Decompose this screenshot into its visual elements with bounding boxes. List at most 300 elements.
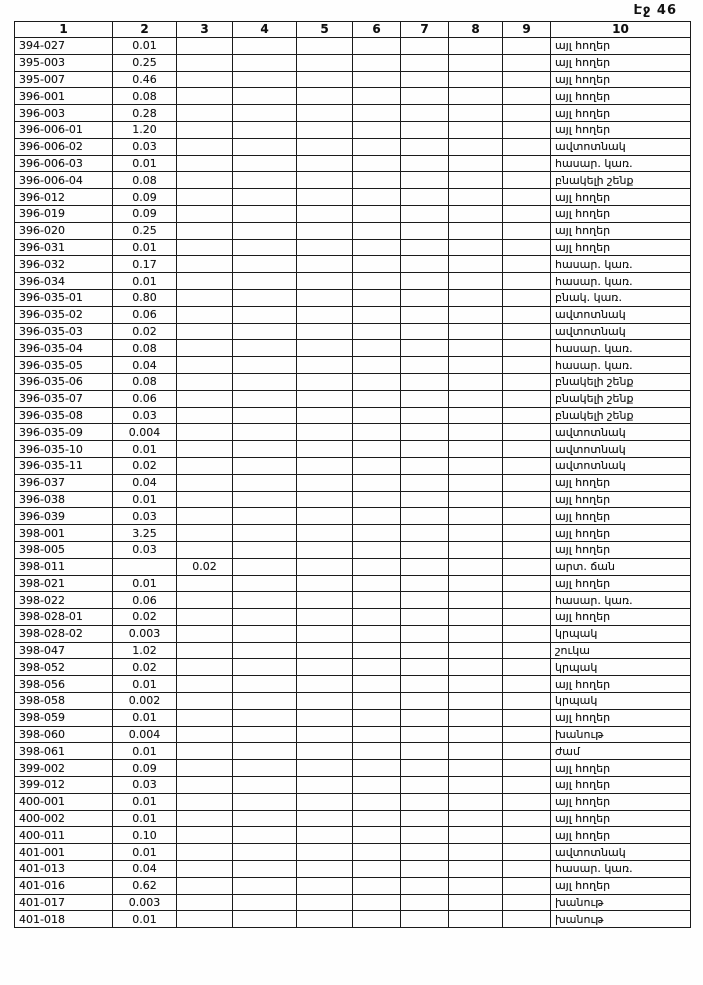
value-cell-col3 <box>177 777 233 794</box>
value-cell-col4 <box>233 38 297 55</box>
parcel-code-cell: 396-035-09 <box>15 424 113 441</box>
table-row <box>15 138 691 155</box>
value-cell-col7 <box>401 877 449 894</box>
parcel-code-cell: 396-019 <box>15 205 113 222</box>
value-cell-col5 <box>297 306 353 323</box>
value-cell-col5 <box>297 877 353 894</box>
value-cell-col9 <box>503 424 551 441</box>
value-cell-col2: 0.09 <box>113 760 177 777</box>
value-cell-col3 <box>177 424 233 441</box>
value-cell-col2: 0.09 <box>113 205 177 222</box>
value-cell-col7 <box>401 441 449 458</box>
table-row <box>15 474 691 491</box>
parcel-code-cell: 396-039 <box>15 508 113 525</box>
value-cell-col6 <box>353 239 401 256</box>
value-cell-col7 <box>401 575 449 592</box>
value-cell-col3 <box>177 373 233 390</box>
value-cell-col3 <box>177 726 233 743</box>
value-cell-col7 <box>401 726 449 743</box>
value-cell-col3 <box>177 659 233 676</box>
value-cell-col3 <box>177 793 233 810</box>
value-cell-col9 <box>503 222 551 239</box>
value-cell-col2: 0.25 <box>113 222 177 239</box>
value-cell-col6 <box>353 54 401 71</box>
table-row <box>15 827 691 844</box>
value-cell-col4 <box>233 659 297 676</box>
parcel-code-cell: 396-006-03 <box>15 155 113 172</box>
value-cell-col8 <box>449 810 503 827</box>
value-cell-col6 <box>353 222 401 239</box>
value-cell-col6 <box>353 525 401 542</box>
value-cell-col6 <box>353 121 401 138</box>
parcel-code-cell: 396-034 <box>15 273 113 290</box>
parcel-code-cell: 395-007 <box>15 71 113 88</box>
value-cell-col9 <box>503 357 551 374</box>
value-cell-col5 <box>297 474 353 491</box>
value-cell-col3 <box>177 390 233 407</box>
value-cell-col8 <box>449 323 503 340</box>
value-cell-col5 <box>297 810 353 827</box>
table-row <box>15 407 691 424</box>
table-row <box>15 777 691 794</box>
value-cell-col4 <box>233 609 297 626</box>
value-cell-col2: 1.02 <box>113 642 177 659</box>
value-cell-col4 <box>233 407 297 424</box>
value-cell-col8 <box>449 441 503 458</box>
table-body <box>15 38 691 928</box>
value-cell-col2: 0.08 <box>113 340 177 357</box>
value-cell-col7 <box>401 609 449 626</box>
value-cell-col5 <box>297 525 353 542</box>
value-cell-col2: 0.03 <box>113 541 177 558</box>
value-cell-col5 <box>297 155 353 172</box>
value-cell-col4 <box>233 693 297 710</box>
parcel-code-cell: 394-027 <box>15 38 113 55</box>
value-cell-col5 <box>297 861 353 878</box>
parcel-code-cell: 398-056 <box>15 676 113 693</box>
value-cell-col5 <box>297 407 353 424</box>
value-cell-col8 <box>449 105 503 122</box>
value-cell-col2: 0.01 <box>113 575 177 592</box>
table-row <box>15 676 691 693</box>
value-cell-col4 <box>233 105 297 122</box>
value-cell-col6 <box>353 659 401 676</box>
value-cell-col8 <box>449 121 503 138</box>
parcel-code-cell: 396-035-11 <box>15 457 113 474</box>
value-cell-col6 <box>353 911 401 928</box>
value-cell-col9 <box>503 155 551 172</box>
value-cell-col9 <box>503 71 551 88</box>
column-header-10: 10 <box>551 22 691 38</box>
land-use-cell: խանութ <box>551 894 691 911</box>
value-cell-col5 <box>297 390 353 407</box>
value-cell-col4 <box>233 877 297 894</box>
value-cell-col2: 0.06 <box>113 306 177 323</box>
parcel-code-cell: 396-035-05 <box>15 357 113 374</box>
value-cell-col6 <box>353 407 401 424</box>
parcel-code-cell: 400-011 <box>15 827 113 844</box>
land-use-cell: այլ հողեր <box>551 709 691 726</box>
table-row <box>15 642 691 659</box>
land-use-cell: կրպակ <box>551 625 691 642</box>
value-cell-col7 <box>401 155 449 172</box>
value-cell-col9 <box>503 558 551 575</box>
value-cell-col5 <box>297 239 353 256</box>
value-cell-col3 <box>177 323 233 340</box>
value-cell-col7 <box>401 289 449 306</box>
parcel-code-cell: 398-011 <box>15 558 113 575</box>
value-cell-col4 <box>233 810 297 827</box>
value-cell-col9 <box>503 793 551 810</box>
value-cell-col4 <box>233 373 297 390</box>
value-cell-col3 <box>177 642 233 659</box>
value-cell-col9 <box>503 693 551 710</box>
value-cell-col4 <box>233 121 297 138</box>
land-use-cell: ավտոտնակ <box>551 441 691 458</box>
land-use-cell: հասար. կառ. <box>551 340 691 357</box>
value-cell-col9 <box>503 508 551 525</box>
page-number-label: Էջ 46 <box>633 3 677 18</box>
value-cell-col6 <box>353 541 401 558</box>
value-cell-col6 <box>353 726 401 743</box>
land-use-cell: բնակելի շենք <box>551 407 691 424</box>
land-use-cell: այլ հողեր <box>551 760 691 777</box>
value-cell-col5 <box>297 844 353 861</box>
value-cell-col2: 0.08 <box>113 88 177 105</box>
value-cell-col4 <box>233 138 297 155</box>
value-cell-col8 <box>449 894 503 911</box>
value-cell-col7 <box>401 172 449 189</box>
value-cell-col5 <box>297 357 353 374</box>
value-cell-col8 <box>449 306 503 323</box>
land-use-cell: այլ հողեր <box>551 491 691 508</box>
value-cell-col6 <box>353 793 401 810</box>
value-cell-col9 <box>503 54 551 71</box>
value-cell-col3 <box>177 625 233 642</box>
value-cell-col5 <box>297 273 353 290</box>
value-cell-col8 <box>449 911 503 928</box>
value-cell-col8 <box>449 709 503 726</box>
value-cell-col6 <box>353 777 401 794</box>
table-header-row <box>15 22 691 38</box>
value-cell-col4 <box>233 289 297 306</box>
value-cell-col7 <box>401 625 449 642</box>
value-cell-col6 <box>353 592 401 609</box>
column-header-6: 6 <box>353 22 401 38</box>
value-cell-col4 <box>233 894 297 911</box>
value-cell-col4 <box>233 575 297 592</box>
table-row <box>15 54 691 71</box>
table-row <box>15 105 691 122</box>
value-cell-col7 <box>401 659 449 676</box>
parcel-code-cell: 396-003 <box>15 105 113 122</box>
value-cell-col6 <box>353 676 401 693</box>
land-use-cell: հասար. կառ. <box>551 357 691 374</box>
value-cell-col5 <box>297 457 353 474</box>
table-row <box>15 71 691 88</box>
value-cell-col7 <box>401 424 449 441</box>
value-cell-col5 <box>297 323 353 340</box>
value-cell-col8 <box>449 424 503 441</box>
value-cell-col7 <box>401 541 449 558</box>
land-use-cell: հասար. կառ. <box>551 256 691 273</box>
value-cell-col7 <box>401 844 449 861</box>
value-cell-col9 <box>503 911 551 928</box>
value-cell-col8 <box>449 138 503 155</box>
parcel-code-cell: 398-028-02 <box>15 625 113 642</box>
value-cell-col6 <box>353 38 401 55</box>
land-use-cell: այլ հողեր <box>551 189 691 206</box>
value-cell-col3 <box>177 525 233 542</box>
value-cell-col3 <box>177 592 233 609</box>
value-cell-col9 <box>503 743 551 760</box>
value-cell-col7 <box>401 760 449 777</box>
value-cell-col7 <box>401 390 449 407</box>
table-row <box>15 709 691 726</box>
value-cell-col3 <box>177 121 233 138</box>
value-cell-col7 <box>401 592 449 609</box>
value-cell-col4 <box>233 172 297 189</box>
value-cell-col2: 0.01 <box>113 810 177 827</box>
table-row <box>15 289 691 306</box>
land-use-cell: ավտոտնակ <box>551 306 691 323</box>
value-cell-col9 <box>503 289 551 306</box>
value-cell-col9 <box>503 541 551 558</box>
value-cell-col5 <box>297 676 353 693</box>
table-row <box>15 726 691 743</box>
value-cell-col5 <box>297 793 353 810</box>
value-cell-col9 <box>503 457 551 474</box>
parcel-code-cell: 396-006-02 <box>15 138 113 155</box>
table-row <box>15 38 691 55</box>
value-cell-col8 <box>449 155 503 172</box>
value-cell-col3 <box>177 88 233 105</box>
parcel-code-cell: 399-012 <box>15 777 113 794</box>
land-use-cell: այլ հողեր <box>551 105 691 122</box>
column-header-5: 5 <box>297 22 353 38</box>
parcel-code-cell: 398-022 <box>15 592 113 609</box>
parcel-code-cell: 401-001 <box>15 844 113 861</box>
value-cell-col2: 3.25 <box>113 525 177 542</box>
value-cell-col5 <box>297 508 353 525</box>
table-row <box>15 457 691 474</box>
value-cell-col2: 0.03 <box>113 777 177 794</box>
table-row <box>15 205 691 222</box>
value-cell-col9 <box>503 441 551 458</box>
value-cell-col9 <box>503 239 551 256</box>
value-cell-col8 <box>449 373 503 390</box>
value-cell-col3 <box>177 491 233 508</box>
value-cell-col5 <box>297 88 353 105</box>
value-cell-col6 <box>353 474 401 491</box>
value-cell-col3 <box>177 155 233 172</box>
land-use-cell: հասար. կառ. <box>551 273 691 290</box>
value-cell-col2: 0.01 <box>113 38 177 55</box>
value-cell-col2: 0.01 <box>113 676 177 693</box>
value-cell-col5 <box>297 625 353 642</box>
value-cell-col5 <box>297 256 353 273</box>
value-cell-col9 <box>503 121 551 138</box>
table-row <box>15 541 691 558</box>
parcel-code-cell: 396-035-07 <box>15 390 113 407</box>
value-cell-col9 <box>503 575 551 592</box>
value-cell-col6 <box>353 289 401 306</box>
cadastre-data-table <box>14 21 691 928</box>
table-row <box>15 894 691 911</box>
value-cell-col7 <box>401 340 449 357</box>
value-cell-col7 <box>401 373 449 390</box>
table-row <box>15 491 691 508</box>
land-use-cell: այլ հողեր <box>551 88 691 105</box>
value-cell-col9 <box>503 373 551 390</box>
value-cell-col2: 0.02 <box>113 323 177 340</box>
table-row <box>15 659 691 676</box>
value-cell-col2: 0.02 <box>113 609 177 626</box>
land-use-cell: այլ հողեր <box>551 474 691 491</box>
value-cell-col9 <box>503 726 551 743</box>
value-cell-col3 <box>177 911 233 928</box>
value-cell-col6 <box>353 827 401 844</box>
value-cell-col2: 0.03 <box>113 508 177 525</box>
parcel-code-cell: 396-006-04 <box>15 172 113 189</box>
value-cell-col2: 0.62 <box>113 877 177 894</box>
value-cell-col6 <box>353 558 401 575</box>
value-cell-col9 <box>503 642 551 659</box>
value-cell-col3 <box>177 54 233 71</box>
land-use-cell: այլ հողեր <box>551 575 691 592</box>
value-cell-col7 <box>401 105 449 122</box>
value-cell-col6 <box>353 844 401 861</box>
value-cell-col8 <box>449 222 503 239</box>
value-cell-col9 <box>503 709 551 726</box>
value-cell-col8 <box>449 239 503 256</box>
value-cell-col2: 0.003 <box>113 894 177 911</box>
value-cell-col2: 0.01 <box>113 491 177 508</box>
value-cell-col4 <box>233 625 297 642</box>
value-cell-col9 <box>503 491 551 508</box>
value-cell-col3 <box>177 71 233 88</box>
value-cell-col7 <box>401 88 449 105</box>
parcel-code-cell: 398-001 <box>15 525 113 542</box>
value-cell-col9 <box>503 323 551 340</box>
parcel-code-cell: 399-002 <box>15 760 113 777</box>
value-cell-col7 <box>401 793 449 810</box>
table-row <box>15 222 691 239</box>
value-cell-col8 <box>449 407 503 424</box>
value-cell-col8 <box>449 575 503 592</box>
value-cell-col9 <box>503 777 551 794</box>
parcel-code-cell: 396-020 <box>15 222 113 239</box>
value-cell-col5 <box>297 743 353 760</box>
value-cell-col5 <box>297 222 353 239</box>
value-cell-col6 <box>353 390 401 407</box>
value-cell-col3 <box>177 810 233 827</box>
land-use-cell: ավտոտնակ <box>551 323 691 340</box>
value-cell-col7 <box>401 71 449 88</box>
land-use-cell: այլ հողեր <box>551 793 691 810</box>
table-row <box>15 575 691 592</box>
land-use-cell: կրպակ <box>551 659 691 676</box>
value-cell-col6 <box>353 575 401 592</box>
value-cell-col6 <box>353 273 401 290</box>
column-header-8: 8 <box>449 22 503 38</box>
parcel-code-cell: 398-047 <box>15 642 113 659</box>
value-cell-col8 <box>449 793 503 810</box>
land-use-cell: այլ հողեր <box>551 777 691 794</box>
parcel-code-cell: 398-060 <box>15 726 113 743</box>
value-cell-col3 <box>177 289 233 306</box>
value-cell-col8 <box>449 340 503 357</box>
value-cell-col8 <box>449 54 503 71</box>
column-header-7: 7 <box>401 22 449 38</box>
value-cell-col2: 0.003 <box>113 625 177 642</box>
value-cell-col6 <box>353 760 401 777</box>
value-cell-col7 <box>401 273 449 290</box>
land-use-cell: շուկա <box>551 642 691 659</box>
value-cell-col5 <box>297 373 353 390</box>
table-row <box>15 424 691 441</box>
value-cell-col7 <box>401 894 449 911</box>
land-use-cell: հասար. կառ. <box>551 155 691 172</box>
value-cell-col3 <box>177 340 233 357</box>
value-cell-col7 <box>401 810 449 827</box>
value-cell-col5 <box>297 121 353 138</box>
table-row <box>15 239 691 256</box>
value-cell-col6 <box>353 189 401 206</box>
land-use-cell: բնակելի շենք <box>551 172 691 189</box>
parcel-code-cell: 398-061 <box>15 743 113 760</box>
value-cell-col9 <box>503 407 551 424</box>
value-cell-col5 <box>297 541 353 558</box>
value-cell-col3 <box>177 441 233 458</box>
land-use-cell: խանութ <box>551 726 691 743</box>
value-cell-col8 <box>449 172 503 189</box>
value-cell-col5 <box>297 693 353 710</box>
value-cell-col3: 0.02 <box>177 558 233 575</box>
value-cell-col6 <box>353 457 401 474</box>
value-cell-col4 <box>233 71 297 88</box>
value-cell-col5 <box>297 777 353 794</box>
value-cell-col8 <box>449 861 503 878</box>
value-cell-col2: 0.01 <box>113 793 177 810</box>
value-cell-col7 <box>401 239 449 256</box>
value-cell-col3 <box>177 709 233 726</box>
parcel-code-cell: 396-038 <box>15 491 113 508</box>
value-cell-col5 <box>297 424 353 441</box>
value-cell-col2: 0.01 <box>113 911 177 928</box>
value-cell-col3 <box>177 877 233 894</box>
value-cell-col2: 0.002 <box>113 693 177 710</box>
land-use-cell: ժամ <box>551 743 691 760</box>
table-row <box>15 861 691 878</box>
value-cell-col8 <box>449 508 503 525</box>
table-row <box>15 877 691 894</box>
value-cell-col7 <box>401 474 449 491</box>
table-row <box>15 558 691 575</box>
value-cell-col5 <box>297 726 353 743</box>
value-cell-col2: 0.08 <box>113 373 177 390</box>
value-cell-col2: 0.01 <box>113 273 177 290</box>
value-cell-col5 <box>297 575 353 592</box>
value-cell-col8 <box>449 491 503 508</box>
value-cell-col7 <box>401 256 449 273</box>
value-cell-col5 <box>297 71 353 88</box>
value-cell-col5 <box>297 138 353 155</box>
value-cell-col5 <box>297 827 353 844</box>
column-header-3: 3 <box>177 22 233 38</box>
value-cell-col8 <box>449 390 503 407</box>
value-cell-col4 <box>233 239 297 256</box>
